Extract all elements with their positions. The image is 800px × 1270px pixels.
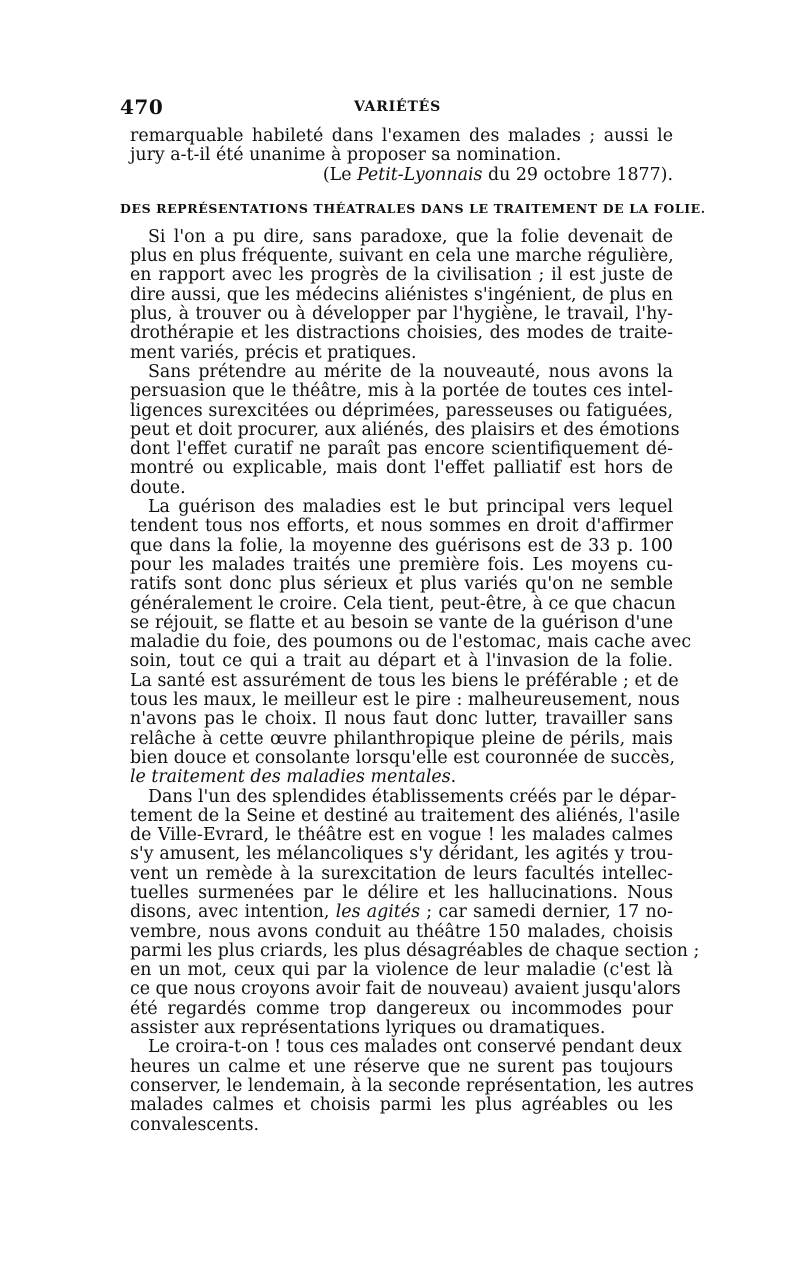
text-line: dont l'effet curatif ne paraît pas encore scientifiquement dé- bbox=[130, 439, 673, 460]
text-line: La santé est assurément de tous les biens le préférable ; et de bbox=[130, 670, 679, 691]
running-head bbox=[120, 95, 675, 119]
text-line: de Ville-Evrard, le théâtre est en vogue ! les malades calmes bbox=[130, 825, 673, 846]
italic-phrase: les agités bbox=[335, 902, 421, 923]
text-line: plus, à trouver ou à développer par l'hygiène, le travail, l'hy- bbox=[130, 304, 673, 325]
paragraph-3 bbox=[130, 497, 692, 788]
running-title: VARIÉTÉS bbox=[353, 99, 442, 115]
text-block bbox=[120, 126, 706, 1135]
text-line: drothérapie et les distractions choisies, des modes de traite- bbox=[130, 323, 673, 344]
closing-punct: . bbox=[450, 767, 457, 788]
text-line: vent un remède à la surexcitation de leurs facultés intellec- bbox=[130, 863, 673, 884]
text-line: conserver, le lendemain, à la seconde représentation, les autres bbox=[130, 1075, 694, 1096]
text-line: peut et doit procurer, aux aliénés, des plaisirs et des émotions bbox=[130, 419, 680, 440]
text-line: relâche à cette œuvre philanthropique pleine de périls, mais bbox=[130, 728, 673, 749]
text-line: heures un calme et une réserve que ne surent pas toujours bbox=[130, 1056, 673, 1077]
text-line: se réjouit, se flatte et au besoin se vante de la guérison d'une bbox=[130, 612, 673, 633]
text-line: vembre, nous avons conduit au théâtre 150 malades, choisis bbox=[130, 921, 673, 942]
source-suffix: du 29 octobre 1877). bbox=[482, 164, 673, 185]
text-line: été regardés comme trop dangereux ou incommodes pour bbox=[130, 998, 673, 1019]
text-line: tuelles surmenées par le délire et les hallucinations. Nous bbox=[130, 882, 673, 903]
text-line: Si l'on a pu dire, sans paradoxe, que la folie devenait de bbox=[148, 226, 673, 247]
text-line: n'avons pas le choix. Il nous faut donc lutter, travailler sans bbox=[130, 709, 673, 730]
italic-phrase: le traitement des maladies mentales bbox=[130, 767, 451, 788]
paragraph-4 bbox=[130, 786, 700, 1039]
text-line: ce que nous croyons avoir fait de nouveau) avaient jusqu'alors bbox=[130, 979, 681, 1000]
paragraph-2 bbox=[130, 361, 680, 498]
text-line-italic-closing bbox=[130, 768, 673, 787]
text-line: montré ou explicable, mais dont l'effet palliatif est hors de bbox=[130, 458, 673, 479]
source-prefix: (Le bbox=[322, 164, 358, 185]
source-citation bbox=[130, 166, 673, 185]
page-number: 470 bbox=[120, 95, 164, 119]
text-line: Sans prétendre au mérite de la nouveauté, nous avons la bbox=[148, 361, 673, 382]
text-line: s'y amusent, les mélancoliques s'y déridant, les agités y trou- bbox=[130, 844, 673, 865]
text-line: tendent tous nos efforts, et nous sommes en droit d'affirmer bbox=[130, 516, 673, 537]
text-line: pour les malades traités une première fois. Les moyens cu- bbox=[130, 554, 673, 575]
text-line: maladie du foie, des poumons ou de l'estomac, mais cache avec bbox=[130, 632, 692, 653]
text-line: La guérison des maladies est le but principal vers lequel bbox=[148, 497, 673, 518]
paragraph-1 bbox=[130, 228, 673, 363]
text-line: persuasion que le théâtre, mis à la portée de toutes ces intel- bbox=[130, 381, 673, 402]
intro-paragraph bbox=[130, 127, 673, 185]
text-line: Dans l'un des splendides établissements créés par le dépar- bbox=[148, 786, 677, 807]
text-line: généralement le croire. Cela tient, peut-être, à ce que chacun bbox=[130, 593, 676, 614]
text-line: plus en plus fréquente, suivant en cela une marche régulière, bbox=[130, 246, 674, 267]
text-line: Le croira-t-on ! tous ces malades ont conservé pendant deux bbox=[148, 1037, 682, 1058]
text-line: en un mot, ceux qui par la violence de leur maladie (c'est là bbox=[130, 960, 673, 981]
mixed-suffix: ; car samedi dernier, 17 no- bbox=[420, 902, 673, 923]
text-line: bien douce et consolante lorsqu'elle est couronnée de succès, bbox=[130, 747, 675, 768]
paragraph-5 bbox=[130, 1037, 694, 1135]
text-line-mixed bbox=[130, 903, 673, 922]
text-line: ligences surexcitées ou déprimées, paresseuses ou fatiguées, bbox=[130, 400, 673, 421]
text-line: remarquable habileté dans l'examen des malades ; aussi le bbox=[130, 126, 673, 146]
text-line: en rapport avec les progrès de la civilisation ; il est juste de bbox=[130, 265, 673, 286]
text-line: ratifs sont donc plus sérieux et plus variés qu'on ne semble bbox=[130, 574, 673, 595]
text-line: convalescents. bbox=[130, 1114, 260, 1135]
text-line: soin, tout ce qui a trait au départ et à l'invasion de la folie. bbox=[130, 651, 673, 672]
text-line: que dans la folie, la moyenne des guérisons est de 33 p. 100 bbox=[130, 535, 673, 556]
text-line: parmi les plus criards, les plus désagréables de chaque section ; bbox=[130, 940, 700, 961]
text-line: tous les maux, le meilleur est le pire : malheureusement, nous bbox=[130, 690, 680, 711]
section-heading: DES REPRÉSENTATIONS THÉATRALES DANS LE TRAITEMENT DE LA FOLIE. bbox=[120, 200, 706, 216]
text-line: doute. bbox=[130, 477, 186, 498]
text-line: jury a-t-il été unanime à proposer sa nomination. bbox=[130, 145, 562, 166]
text-line: assister aux représentations lyriques ou dramatiques. bbox=[130, 1018, 606, 1039]
text-line: ment variés, précis et pratiques. bbox=[130, 342, 417, 363]
text-line: malades calmes et choisis parmi les plus agréables ou les bbox=[130, 1095, 673, 1116]
text-line: dire aussi, que les médecins aliénistes s'ingénient, de plus en bbox=[130, 284, 673, 305]
source-title: Petit-Lyonnais bbox=[357, 164, 483, 185]
mixed-prefix: disons, avec intention, bbox=[130, 902, 336, 923]
text-line: tement de la Seine et destiné au traitement des aliénés, l'asile bbox=[130, 805, 680, 826]
